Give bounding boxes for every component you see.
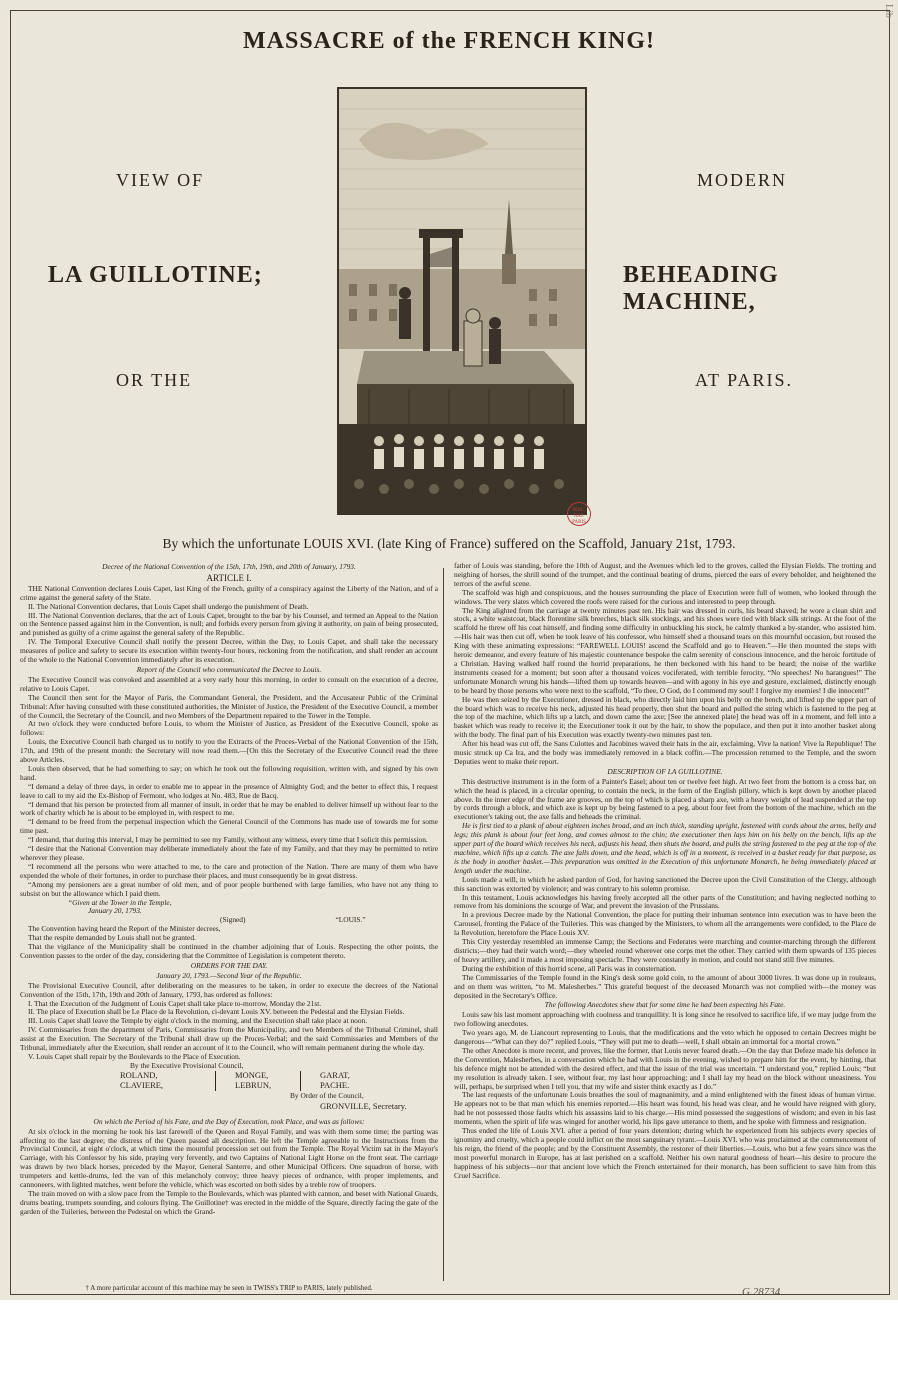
paragraph: He is first tied to a plank of about eighteen inches broad, and an inch thick, standing upright, fastened with cords about the arms, belly and legs; this plank is about four feet long, and comes almost to the chin; the executioner then lays him on his belly on the bench, lifts up the upper part of the board which receives his neck, adjusts his head, then shuts the board, and pulls the string fastened to the peg at the top of the machine, which lifts up a catch. The axe falls down, and the head, which is off in a moment, is received in a basket ready for that purpose, as is the body in another basket.—This preparation was omitted in the Execution of this unfortunate Monarch, he being immediately placed at length under the machine. <box>454 821 876 875</box>
paragraph: II. The National Convention declares, that Louis Capet shall undergo the punishment of Death. <box>28 601 309 611</box>
paragraph: That the respite demanded by Louis shall not be granted. <box>28 933 196 943</box>
paragraph: This City yesterday resembled an immense Camp; the Sections and Federates were marching and counter-marching through the different districts;—they had their watch word;—they wheeled round wherever one corps met the other. They carried with them upwards of 135 pieces of heavy artillery, and it made a most imposing spectacle. They were constantly in motion, and could not stand still five minutes. <box>454 937 876 964</box>
decree-heading: Decree of the National Convention of the 15th, 17th, 19th, and 20th of January, 1793. <box>102 562 356 571</box>
paragraph: III. The National Convention declares, that the act of Louis Capet, brought to the bar by his Counsel, and termed an Appeal to the Nation on the Sentence passed against him in the Convention, is null; and forbids every person from giving it authority, on pain of being prosecuted, and punished as guilty of a crime against the general safety of the Republic. <box>20 610 438 638</box>
paragraph: At six o'clock in the morning he took his last farewell of the Queen and Royal Family, and was with them some time; the parting was affecting to the last degree; the distress of the Queen passed all description. He left the Temple agreeable to the Instructions from the Provincial Council, at eight o'clock, at which time the mournful procession set out from the Temple. The Royal Victim sat in the Mayor's Carriage, with his Confessor by his side, praying very fervently, and two Captains of National Light Horse on the front seat. The carriage was drawn by two black horses, preceded by the Mayor, General Santerre, and other Municipal Officers. One squadron of horse, with trumpeters and kettle-drums, led the van of this melancholy convoy; three heavy pieces of ordnance, with proper implements, and cannoneers, with lighted matches, went before the vehicle, which was escorted on both sides by a treble row of troopers. <box>20 1126 438 1190</box>
orders-heading: ORDERS FOR THE DAY. <box>190 960 268 970</box>
paragraph: The King alighted from the carriage at twenty minutes past ten. His hair was dressed in curls, his beard shaved; he wore a clean shirt and stock, a white waistcoat, black florentine silk breeches, black silk stockings, and his shoes were tied with black silk strings. At the foot of the scaffold he threw off his coat himself, and finding some difficulty in unbuckling his stock, he calmly thanked a by-stander, who assisted him.—His hair was then cut off, when he took leave of his confessor, who himself shed a thousand tears on this mournful occasion, but roused the King with these animating expressions: “FAREWELL LOUIS! ascend the Scaffold and go to Heaven.”—He then mounted the steps with heroic demeanor, and every feature of his majestic countenance bespoke the calm serenity of conscious innocence, and the heroic fortitude of a Christian. Having walked half round the horrid preparations, he then beckoned with his hand to be heard; the noise of the warlike instruments ceased for a moment; but soon after a thousand voices vociferated, with terrible ferocity, “No speeches! No harangues!” The unfortunate Monarch wrung his hands—lifted them up towards heaven—and with agony in his eye and gesture, exclaimed, distinctly enough to be heard by those persons who were next to the scaffold, “To thee, O God, do I commend my soul! I forgive my enemies! I die innocent!” <box>454 605 876 695</box>
paragraph: He was then seized by the Executioner, dressed in black, who directly laid him upon his belly on the bench, and lifted up the upper part of the board which was to receive his neck, adjusted his head properly, then shut the board and pulled the string which is fastened to the peg at the top of the machine, which lifts up a latch, and down came the axe; [See the annexed plate] the head was off in a moment, and fell into a basket which was ready to receive it; the Executioner took it out by the hair, to show the populace, and then put it into another basket along with the body. The final part of his Execution was exactly twenty-two minutes past ten. <box>454 694 876 740</box>
report-heading: Report of the Council who communicated the Decree to Louis. <box>136 664 322 674</box>
paragraph: During the exhibition of this horrid scene, all Paris was in consternation. <box>462 963 677 973</box>
page-title: MASSACRE of the FRENCH KING! <box>243 28 655 54</box>
paragraph: The train moved on with a slow pace from the Temple to the Boulevards, which was planted with cannon, and beset with National Guards, drums beating, trumpets sounding, and colours flying. The Guillotine† was erected in the middle of the Square, directly facing the gate of the garden of the Tuileries, between the Pedestal on which the Grand- <box>20 1189 438 1216</box>
paragraph: “I recommend all the persons who were attached to me, to the care and protection of the Nation. There are many of them who have expended the whole of their fortunes, in order to purchase their places, and must consequently be in great distress. <box>20 861 438 880</box>
paragraph: At two o'clock they were conducted before Louis, to whom the Minister of Justice, as President of the Executive Council, spoke as follows: <box>20 719 438 738</box>
signature-garat: GARAT, <box>320 1069 350 1080</box>
shelfmark: G.28734 <box>742 1286 781 1298</box>
paragraph: In a previous Decree made by the National Convention, the place for putting their inhuman sentence into execution was to have been the Carousel, fronting the Palace of the Tuileries. This was changed by the Ministers, to whom all the arrangements were confided, to the Place de la Revolution, heretofore the Place Louis XV. <box>454 910 876 938</box>
library-stamp: BIBL. NAT. PARIS <box>567 502 591 526</box>
orders-date: January 20, 1793.—Second Year of the Republic. <box>156 970 302 980</box>
left-text-column <box>20 562 438 1284</box>
right-heading-top: MODERN <box>697 170 788 190</box>
left-heading-bottom: OR THE <box>116 370 193 390</box>
edge-mark: Lib <box>883 4 894 18</box>
paragraph: “I demand a delay of three days, in order to enable me to appear in the presence of Almighty God; and the better to effect this, I request leave to call to my aid the Ex-Bishop of Fermont, who lodges at No. 483, Rue de Bacq. <box>20 781 438 800</box>
signature-claviere: CLAVIERE, <box>120 1079 164 1090</box>
paragraph: “I demand to be freed from the perpetual inspection which the General Council of the Commons has made use of towards me for some time past. <box>20 817 438 836</box>
paragraph: In this testament, Louis acknowledges his having freely accepted all the other parts of the Constitution; and having neglected nothing to remove from his dominions the scourge of War, and prevent the invasion of the Prussians. <box>454 892 876 911</box>
paragraph: The last requests of the unfortunate Louis breathes the soul of magnanimity, and a mind enlightened with the finest ideas of human virtue. He appears not to be that man which his enemies reported.—His heart was found, his head was clear, and he would have reigned with glory, had he not possessed those faults which his assassins laid to his charge.—His mind possessed the suggestions of wisdom; and even in his last moments, when the spirit of life was winged for another world, his lips gave utterance to them, and he spoke with firmness and resignation. <box>454 1090 876 1127</box>
article-heading: ARTICLE I. <box>206 572 252 583</box>
paragraph: The Executive Council was convoked and assembled at a very early hour this morning, in order to consult on the execution of a decree, relative to Louis Capet. <box>20 674 438 693</box>
paragraph: father of Louis was standing, before the 10th of August, and the Avenues which led to the groves, called the Elysian Fields. The trotting and neighing of horses, the shrill sound of the trumpet, and the continual beating of drums, pierced the ears of every beholder, and heightened the terrors of the awful scene. <box>454 562 876 588</box>
period-heading: On which the Period of his Fate, and the Day of Execution, took Place, and was as follows: <box>93 1116 365 1126</box>
signature-pache: PACHE. <box>320 1079 350 1090</box>
paragraph: The other Anecdote is more recent, and proves, like the former, that Louis never feared death.—On the day that Defeze made his defence in the Convention, Malesherbes, in a conversation which he had with Louis in the evening, wished to prepare him for the event, by hinting, that his defence might not be attended with the desired effect, and that the issue of the trial was uncertain. “I understand you,” replied Louis; “but my resolution is already taken. I see, without fear, my last hour approaching; and I shall lay my head on the block without uneasiness. You will, perhaps, be surprised when I tell you, that my wife and sister think exactly as I do.” <box>454 1045 876 1091</box>
paragraph: Two years ago, M. de Liancourt representing to Louis, that the modifications and the veto which he opposed to certain Decrees might be dangerous—“What can they do?” replied Louis, “They will put me to death—well, I shall obtain an immortal for a mortal crown.” <box>454 1028 876 1047</box>
paragraph: Louis then observed, that he had something to say; on which he took out the following requisition, written with, and signed by his own hand. <box>20 763 438 782</box>
paragraph: The Provisional Executive Council, after deliberating on the measures to be taken, in order to execute the decrees of the National Convention of the 15th, 17th, 19th and 20th of January, 1793, has ordered as follows: <box>20 980 438 999</box>
by-order: By Order of the Council, <box>290 1090 364 1100</box>
by-council: By the Executive Provisional Council, <box>130 1060 244 1070</box>
right-heading-main: BEHEADING MACHINE, <box>623 262 779 315</box>
paragraph: “I demand, that during this interval, I may be permitted to see my Family, without any witness, every time that I solicit this permission. <box>28 835 428 845</box>
right-heading-bottom: AT PARIS. <box>695 370 794 390</box>
paragraph: After his head was cut off, the Sans Culottes and Jacobines waved their hats in the air, exclaiming, Vive la nation! Vive la Republique! The music struck up Ca Ira, and the body was immediately removed in a black coffin.—The procession returned to the Temple, and the sworn Deputies went to make their report. <box>454 739 876 766</box>
signature-roland: ROLAND, <box>120 1069 158 1080</box>
paragraph: Louis, the Executive Council hath charged us to notify to you the Extracts of the Proces-Verbal of the National Convention of the 15th, 17th, and 19th of the present month: the Secretary will now read them.—[On this the Secretary of the Executive Council read the three above Articles. <box>20 737 438 765</box>
engraving-illustration <box>339 89 585 513</box>
paragraph: The Commissaries of the Temple found in the King's desk some gold coin, to the amount of about 3000 livres. It was done up in rouleaus, and on them was written, “to M. Malesherbes.” This grateful bequest of the deceased Monarch was not complied with—the money was deposited in the Secretary's Office. <box>454 972 876 1000</box>
paragraph: That the vigilance of the Municipality shall be continued in the chamber adjoining that of Louis. Respecting the other points, the Convention passes to the order of the day, considering that the Committee of Legislation is competent thereto. <box>20 942 438 960</box>
louis-signature: “LOUIS.” <box>335 915 366 925</box>
paragraph: The Council then sent for the Mayor of Paris, the Commandant General, the President, and the Accusateur Public of the Criminal Tribunal: After having consulted with these constituted authorities, the Minister of Justice, the President of the Executive Council, a member of the Council, the Secretary of the Council, and two Members of the Department repaired to the Tower in the Temple. <box>20 692 438 720</box>
paragraph: IV. The Temporal Executive Council shall notify the present Decree, within the Day, to Louis Capet, and shall take the necessary measures of police and safety to secure its execution within twenty-four hours, reckoning from the notification, and shall render an account of the whole to the National Convention immediately after its execution. <box>20 637 438 665</box>
paragraph: January 20, 1793. <box>88 906 142 916</box>
paragraph: Thus ended the life of Louis XVI. after a period of four years detention; during which he experienced from his subjects every species of ignominy and cruelty, which a people could inflict on the most sanguinary tyrant.—Louis XVI. who was proclaimed at the commencement of his reign, the friend of the people; and by the Constituent Assembly, the restorer of their liberties.—Louis, who but a few years since was the most powerful monarch in Europe, has at last perished on a scaffold. Neither his own natural goodness of heart—his desire to procure the happiness of his subjects—nor that ancient love which the French entertained for their monarch, has been sufficient to save him from this Cruel Sacrifice. <box>454 1126 876 1180</box>
paragraph: V. Louis Capet shall repair by the Boulevards to the Place of Execution. <box>28 1051 241 1061</box>
right-text-column <box>454 562 876 1284</box>
signature-divider <box>300 1071 301 1091</box>
council-signatures <box>20 1071 438 1117</box>
paragraph: “Given at the Tower in the Temple, <box>68 897 172 907</box>
guillotine-engraving <box>337 87 587 515</box>
paragraph: II. The place of Execution shall be Le Place de la Revolution, ci-devant Louis XV. between the Pedestal and the Elysian Fields. <box>28 1007 405 1017</box>
paragraph: Louis made a will, in which he asked pardon of God, for having sanctioned the Decree upon the Civil Constitution of the Clergy, although this sanction was extorted by violence; and was contrary to his solemn promise. <box>454 874 876 893</box>
column-divider <box>443 568 444 1281</box>
anecdotes-heading: The following Anecdotes shew that for some time he had been expecting his Fate. <box>544 1000 786 1010</box>
paragraph: The scaffold was high and conspicuous, and the houses surrounding the place of Execution were full of women, who looked through the windows. The very slates which covered the roofs were raised for the curious and interested to peep through. <box>454 587 876 606</box>
paragraph: I. That the Execution of the Judgment of Louis Capet shall take place to-morrow, Monday the 21st. <box>28 998 322 1008</box>
description-heading: DESCRIPTION OF LA GUILLOTINE. <box>607 766 723 776</box>
left-heading-top: VIEW OF <box>116 170 205 190</box>
signature-lebrun: LEBRUN, <box>235 1079 272 1090</box>
signature-monge: MONGE, <box>235 1069 269 1080</box>
footnote: † A more particular account of this machine may be seen in TWISS's TRIP to PARIS, lately published. <box>85 1284 373 1292</box>
paragraph: “Among my pensioners are a great number of old men, and of poor people burthened with large families, who have not any thing to subsist on but the allowance which I paid them. <box>20 879 438 898</box>
paragraph: The Convention having heard the Report of the Minister decrees, <box>28 924 221 934</box>
caption: By which the unfortunate LOUIS XVI. (late King of France) suffered on the Scaffold, January 21st, 1793. <box>162 536 736 551</box>
paragraph: “I demand that his person be protected from all manner of insult, in order that he may be enabled to deliver himself up without fear to the work of charity which he is about to be employed in, with respect to me. <box>20 799 438 818</box>
paragraph: III. Louis Capet shall leave the Temple by eight o'clock in the morning, and the Execution shall take place at noon. <box>28 1016 368 1026</box>
paragraph: IV. Commissaries from the department of Paris, Commissaries from the Municipality, and two Members of the Tribunal Criminel, shall assist at the Execution. The Secretary of the Tribunal shall draw up the Proces-Verbal; and the said Commissaries and Members of the Tribunal, immediately after the Execution, shall render an account of it to the Council, who will remain permanent during the whole day. <box>20 1025 438 1053</box>
paragraph: Louis saw his last moment approaching with coolness and tranquillity. It is long since he resolved to sacrifice life, if we may judge from the two following anecdotes. <box>454 1010 876 1029</box>
paragraph: THE National Convention declares Louis Capet, last King of the French, guilty of a conspiracy against the Liberty of the Nation, and of a crime against the general safety of the State. <box>20 583 438 602</box>
signed-label: (Signed) <box>220 915 246 925</box>
signature-divider <box>215 1071 216 1091</box>
paragraph: “I desire that the National Convention may deliberate immediately about the fate of my Family, and that they may be permitted to retire wherever they please. <box>20 844 438 862</box>
paragraph: This destructive instrument is in the form of a Painter's Easel; about ten or twelve feet high. At two feet from the bottom is a cross bar, on which the head is placed, in a circular opening, to contain the neck, in the form of the English pillory, which is kept down by another placed above. In the inner edge of the frame are grooves, on the top of which is placed a sharp axe, with a heavy weight of lead suspended at the top by cords through a block, and which axe is kept up by being fastened to a peg, about four feet from the bottom of the machine, which on the executioner's taking out, the axe falls and beheads the criminal. <box>454 776 876 822</box>
secretary-signature: GRONVILLE, Secretary. <box>320 1100 407 1111</box>
left-heading-main: LA GUILLOTINE; <box>48 262 263 288</box>
